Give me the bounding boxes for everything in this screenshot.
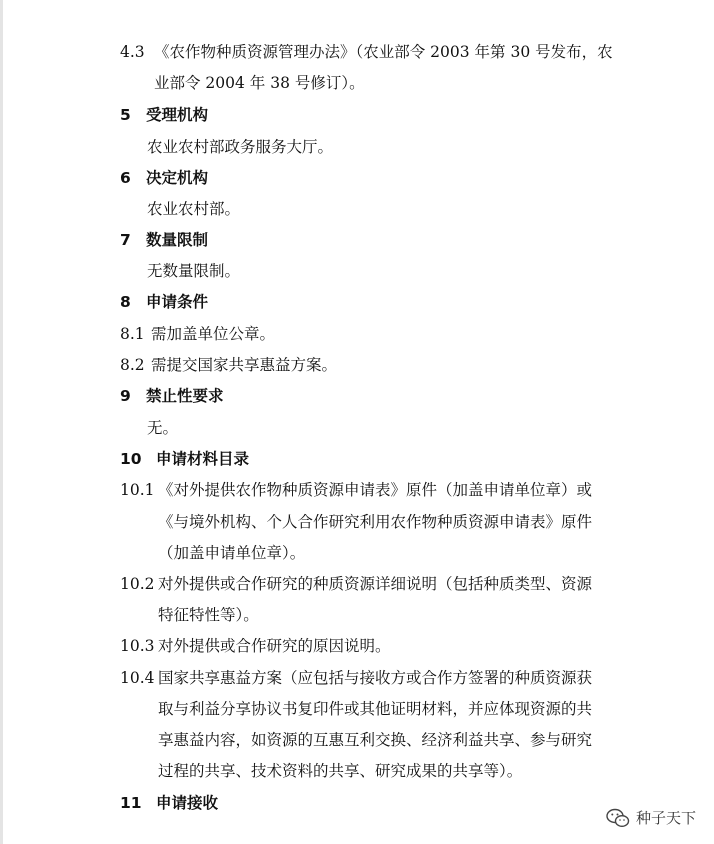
line-text: 需提交国家共享惠益方案。 (151, 356, 338, 374)
watermark-text: 种子天下 (635, 809, 696, 827)
section-number: 7 (120, 231, 131, 249)
line-text: （加盖申请单位章）。 (158, 544, 306, 562)
line-text: 需加盖单位公章。 (151, 325, 276, 343)
line-text: 特征特性等）。 (158, 606, 259, 624)
line-text: 无。 (147, 419, 179, 437)
doc-line (120, 668, 592, 688)
line-text: 国家共享惠益方案（应包括与接收方或合作方签署的种质资源获 (158, 669, 593, 687)
section-heading (120, 793, 218, 813)
line-text: 《与境外机构、个人合作研究利用农作物种质资源申请表》原件 (158, 513, 593, 531)
section-number: 6 (120, 169, 131, 187)
doc-line (158, 543, 305, 563)
doc-line (158, 512, 592, 532)
section-number: 9 (120, 387, 131, 405)
watermark (606, 807, 696, 828)
section-title: 禁止性要求 (146, 387, 224, 405)
doc-line (158, 730, 592, 750)
doc-line (158, 605, 259, 625)
line-number: 10.4 (120, 669, 155, 687)
line-text: 对外提供或合作研究的种质资源详细说明（包括种质类型、资源 (158, 575, 593, 593)
section-number: 11 (120, 794, 142, 812)
section-number: 5 (120, 106, 131, 124)
line-text: 过程的共享、技术资料的共享、研究成果的共享等）。 (158, 762, 523, 780)
line-number: 10.2 (120, 575, 155, 593)
doc-line (120, 574, 592, 594)
section-heading (120, 449, 249, 469)
wechat-icon (606, 808, 630, 828)
doc-line (147, 261, 240, 281)
section-title: 申请条件 (146, 293, 209, 311)
section-title: 申请接收 (156, 794, 219, 812)
doc-line (154, 73, 365, 93)
doc-line (147, 137, 333, 157)
section-number: 10 (120, 450, 142, 468)
section-heading (120, 230, 208, 250)
doc-line (120, 324, 275, 344)
doc-line (158, 699, 592, 719)
line-number: 8.1 (120, 325, 145, 343)
doc-line (158, 761, 522, 781)
section-heading (120, 105, 208, 125)
section-heading (120, 168, 208, 188)
doc-line (147, 418, 178, 438)
line-text: 农业农村部政务服务大厅。 (147, 138, 334, 156)
doc-line (120, 480, 592, 500)
section-heading (120, 292, 208, 312)
line-text: 农业农村部。 (147, 200, 241, 218)
line-text: 《对外提供农作物种质资源申请表》原件（加盖申请单位章）或 (158, 481, 593, 499)
line-text: 无数量限制。 (147, 262, 241, 280)
doc-line (120, 42, 613, 62)
line-text: 《农作物种质资源管理办法》（农业部令 2003 年第 30 号发布，农 (154, 43, 613, 61)
doc-line (147, 199, 240, 219)
section-title: 数量限制 (146, 231, 209, 249)
line-number: 4.3 (120, 43, 145, 61)
page-edge (0, 0, 3, 844)
section-title: 受理机构 (146, 106, 209, 124)
line-text: 业部令 2004 年 38 号修订）。 (154, 74, 365, 92)
line-text: 享惠益内容，如资源的互惠互利交换、经济利益共享、参与研究 (158, 731, 593, 749)
doc-line (120, 355, 337, 375)
line-number: 10.1 (120, 481, 155, 499)
doc-line (120, 636, 391, 656)
line-text: 取与利益分享协议书复印件或其他证明材料，并应体现资源的共 (158, 700, 593, 718)
section-number: 8 (120, 293, 131, 311)
section-title: 决定机构 (146, 169, 209, 187)
line-text: 对外提供或合作研究的原因说明。 (158, 637, 391, 655)
section-heading (120, 386, 224, 406)
section-title: 申请材料目录 (156, 450, 250, 468)
line-number: 10.3 (120, 637, 155, 655)
line-number: 8.2 (120, 356, 145, 374)
